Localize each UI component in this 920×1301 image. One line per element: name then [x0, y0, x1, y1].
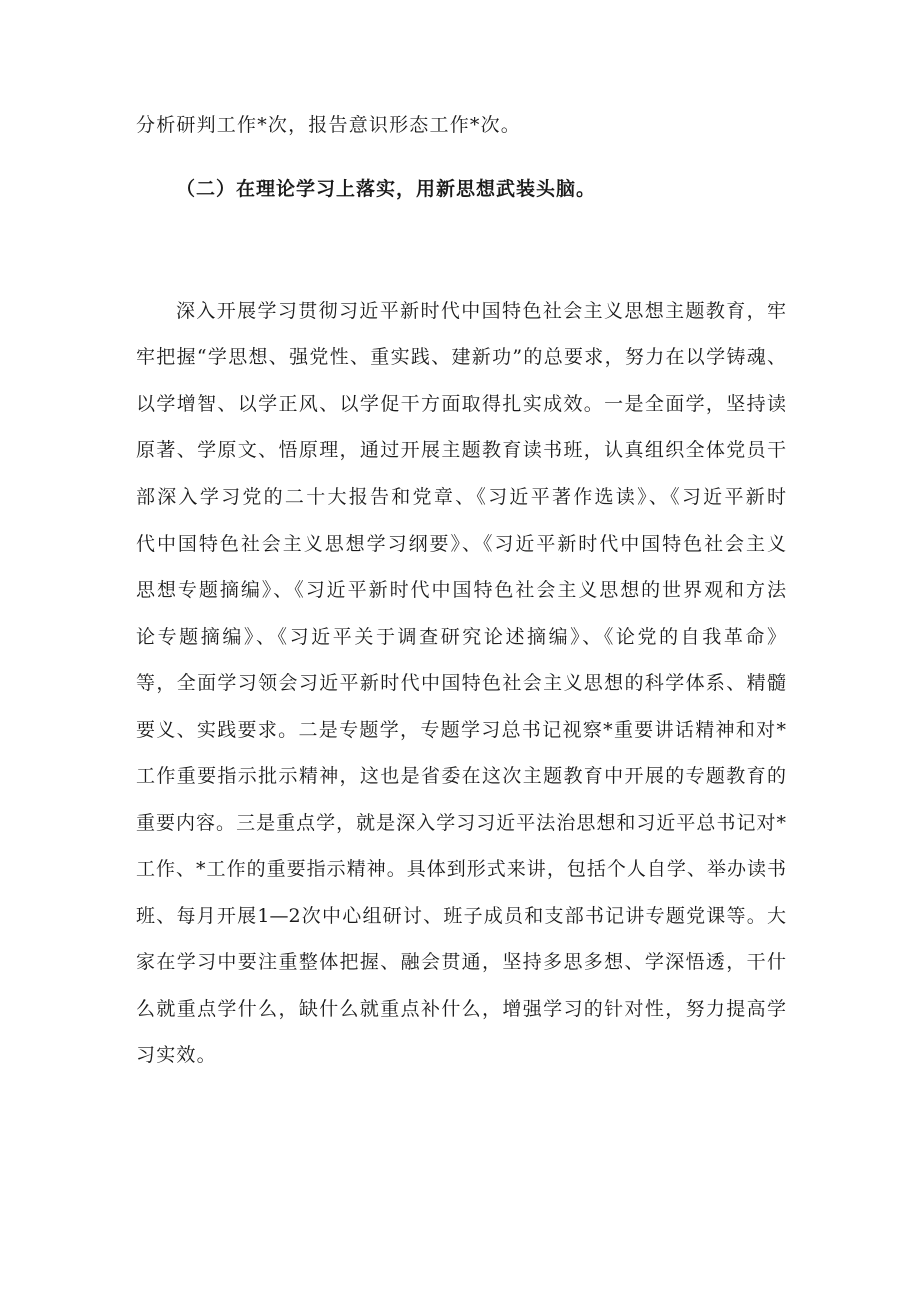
paragraph-line: 原著、学原文、悟原理，通过开展主题教育读书班，认真组织全体党员干 [136, 439, 786, 461]
paragraph-line: 工作重要指示批示精神，这也是省委在这次主题教育中开展的专题教育的 [136, 765, 786, 787]
paragraph-line: 思想专题摘编》、《习近平新时代中国特色社会主义思想的世界观和方法 [136, 579, 786, 601]
paragraph-line: 论专题摘编》、《习近平关于调查研究论述摘编》、《论党的自我革命》 [136, 626, 786, 648]
paragraph-line: 等，全面学习领会习近平新时代中国特色社会主义思想的科学体系、精髓 [136, 672, 786, 694]
paragraph-line-last: 习实效。 [136, 1044, 217, 1066]
section-heading: （二）在理论学习上落实，用新思想武装头脑。 [176, 178, 597, 200]
paragraph-line: 么就重点学什么，缺什么就重点补什么，增强学习的针对性，努力提高学 [136, 998, 786, 1020]
paragraph-line: 要义、实践要求。二是专题学，专题学习总书记视察*重要讲话精神和对* [136, 719, 786, 741]
paragraph-line: 班、每月开展1—2次中心组研讨、班子成员和支部书记讲专题党课等。大 [136, 905, 786, 927]
intro-line: 分析研判工作*次，报告意识形态工作*次。 [136, 114, 522, 136]
paragraph-line: 重要内容。三是重点学，就是深入学习习近平法治思想和习近平总书记对* [136, 812, 786, 834]
paragraph-line: 深入开展学习贯彻习近平新时代中国特色社会主义思想主题教育，牢 [176, 300, 786, 322]
paragraph-line: 部深入学习党的二十大报告和党章、《习近平著作选读》、《习近平新时 [136, 486, 786, 508]
paragraph-line: 工作、*工作的重要指示精神。具体到形式来讲，包括个人自学、举办读书 [136, 858, 786, 880]
paragraph-line: 代中国特色社会主义思想学习纲要》、《习近平新时代中国特色社会主义 [136, 533, 786, 555]
paragraph-line: 家在学习中要注重整体把握、融会贯通，坚持多思多想、学深悟透，干什 [136, 951, 786, 973]
paragraph-line: 以学增智、以学正风、以学促干方面取得扎实成效。一是全面学，坚持读 [136, 393, 786, 415]
paragraph-line: 牢把握“学思想、强党性、重实践、建新功”的总要求，努力在以学铸魂、 [136, 346, 786, 368]
